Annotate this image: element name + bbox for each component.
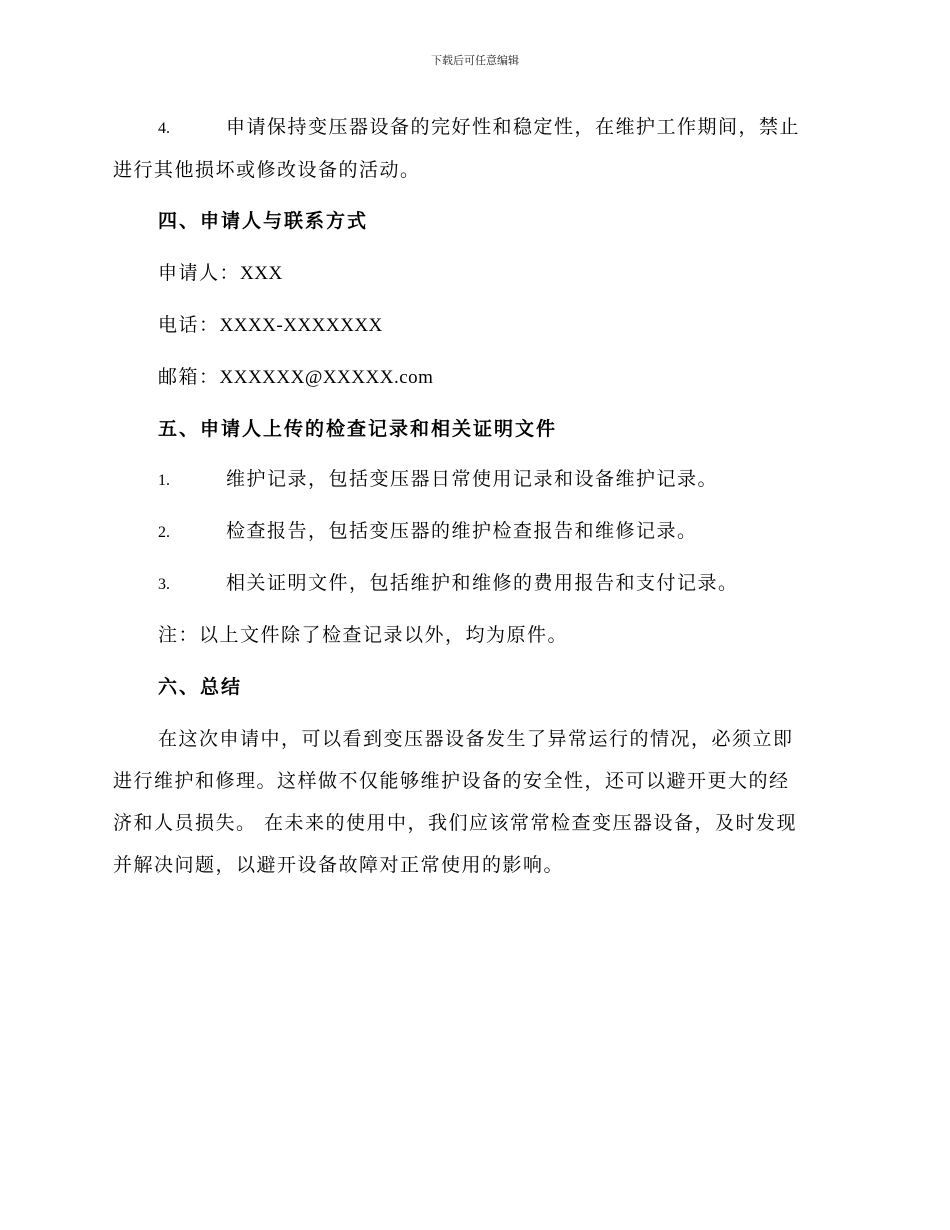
page-header: 下载后可任意编辑 (431, 54, 519, 67)
list-item-text-1: 维护记录，包括变压器日常使用记录和设备维护记录。 (226, 468, 719, 490)
section6-heading: 六、总结 (158, 676, 243, 698)
applicant-value: XXX (240, 263, 283, 284)
item4-line2: 进行其他损坏或修改设备的活动。 (113, 159, 421, 181)
phone-row (158, 312, 383, 339)
phone-value: XXXX-XXXXXXX (219, 315, 383, 336)
applicant-row (158, 260, 283, 287)
summary-line-2: 进行维护和修理。这样做不仅能够维护设备的安全性，还可以避开更大的经 (113, 770, 790, 792)
list-number-1: 1. (158, 472, 170, 489)
summary-line-1: 在这次申请中，可以看到变压器设备发生了异常运行的情况，必须立即 (158, 728, 794, 750)
item4-line1: 申请保持变压器设备的完好性和稳定性，在维护工作期间，禁止 (226, 116, 801, 138)
list-number-2: 2. (158, 524, 170, 541)
list-item-text-2: 检查报告，包括变压器的维护检查报告和维修记录。 (226, 520, 698, 542)
section5-heading: 五、申请人上传的检查记录和相关证明文件 (158, 418, 558, 440)
summary-line-4: 并解决问题，以避开设备故障对正常使用的影响。 (113, 854, 565, 876)
phone-label: 电话： (158, 314, 220, 336)
email-value: XXXXXX@XXXXX.com (219, 367, 434, 388)
list-item-text-3: 相关证明文件，包括维护和维修的费用报告和支付记录。 (226, 572, 739, 594)
email-row (158, 364, 433, 391)
applicant-label: 申请人： (158, 262, 241, 284)
list-number-3: 3. (158, 576, 170, 593)
list-number-4: 4. (158, 120, 170, 137)
summary-line-3: 济和人员损失。 在未来的使用中，我们应该常常检查变压器设备，及时发现 (113, 812, 798, 834)
email-label: 邮箱： (158, 366, 220, 388)
section4-heading: 四、申请人与联系方式 (158, 210, 369, 232)
section5-note: 注：以上文件除了检查记录以外，均为原件。 (158, 624, 569, 646)
